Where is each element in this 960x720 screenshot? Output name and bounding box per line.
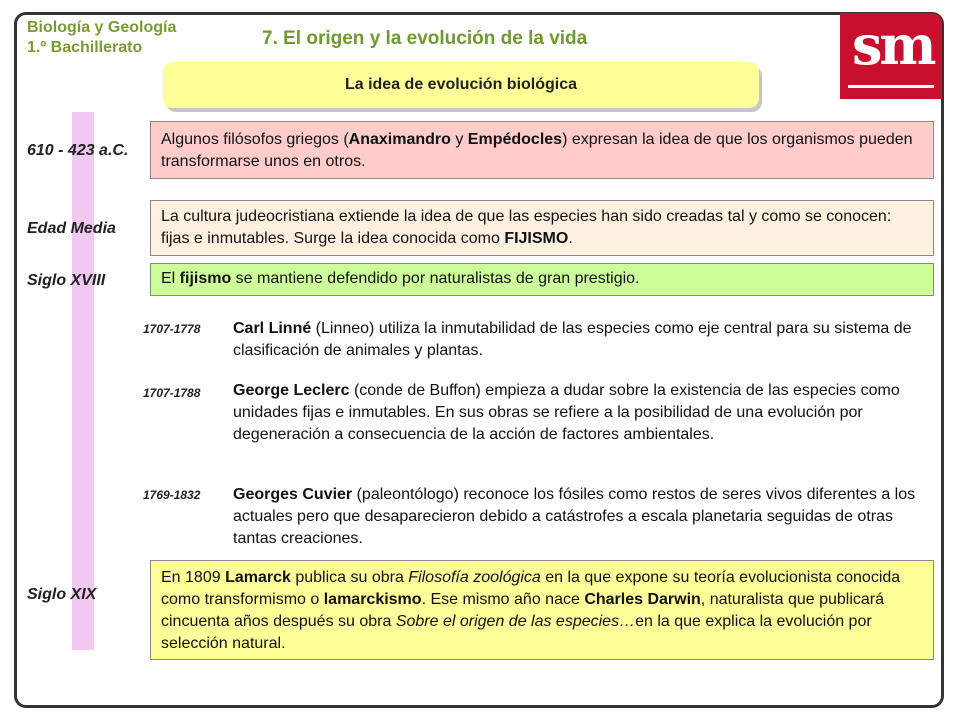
- box-text: , naturalista que publicará cincuenta años después su obra: [161, 591, 885, 630]
- logo-text: sm: [852, 13, 934, 77]
- term-fijismo: fijismo: [179, 270, 232, 287]
- name-lamarck: Lamarck: [225, 569, 291, 586]
- course-subject: Biología y Geología: [27, 19, 177, 36]
- term-fijismo: FIJISMO: [504, 230, 569, 247]
- box-text: ) expresan la idea de que los organismos pueden transformarse unos en otros.: [161, 131, 913, 170]
- box-text: se mantiene defendido por naturalistas de gran prestigio.: [231, 270, 640, 287]
- naturalist-name: Carl Linné: [233, 320, 312, 337]
- box-text: en la que expone su teoría evolucionista conocida como transformismo o: [161, 569, 901, 608]
- box-text: . Ese mismo año nace: [421, 591, 585, 608]
- years-leclerc: 1707-1788: [143, 386, 201, 400]
- box-18th-century: [150, 263, 934, 296]
- entry-leclerc: [233, 380, 933, 446]
- years-linne: 1707-1778: [143, 322, 201, 336]
- years-cuvier: 1769-1832: [143, 488, 201, 502]
- timeline-bar: [72, 112, 94, 650]
- name-empedocles: Empédocles: [467, 131, 563, 148]
- name-darwin: Charles Darwin: [584, 591, 701, 608]
- box-ancient: [150, 121, 934, 179]
- section-banner: La idea de evolución biológica: [163, 62, 759, 108]
- work-title: Filosofía zoológica: [408, 569, 541, 586]
- course-level: 1.º Bachillerato: [27, 39, 143, 56]
- era-19th-century: Siglo XIX: [27, 586, 97, 603]
- box-text: en la que explica la evolución por selección natural.: [161, 613, 872, 652]
- box-19th-century: [150, 560, 934, 660]
- sm-logo: [840, 13, 942, 99]
- box-text: .: [568, 230, 573, 247]
- era-18th-century: Siglo XVIII: [27, 272, 106, 289]
- logo-underline: [848, 85, 934, 88]
- era-ancient: 610 - 423 a.C.: [27, 142, 129, 159]
- entry-cuvier: [233, 484, 933, 550]
- box-text: Algunos filósofos griegos (: [161, 131, 349, 148]
- work-title: Sobre el origen de las especies…: [395, 613, 636, 630]
- box-text: En 1809: [161, 569, 226, 586]
- naturalist-name: Georges Cuvier: [233, 486, 353, 503]
- era-middle-ages: Edad Media: [27, 220, 116, 237]
- naturalist-text: (Linneo) utiliza la inmutabilidad de las especies como eje central para su sistema de clasificación de animales y plantas.: [233, 320, 912, 359]
- box-text: El: [161, 270, 180, 287]
- box-text: publica su obra: [290, 569, 409, 586]
- entry-linne: [233, 318, 933, 362]
- box-text: La cultura judeocristiana extiende la idea de que las especies han sido creadas tal y como se conocen: fijas e inmutables. Surge la idea conocida como: [161, 208, 892, 247]
- chapter-title: 7. El origen y la evolución de la vida: [262, 28, 588, 49]
- box-text: y: [450, 131, 468, 148]
- term-lamarckismo: lamarckismo: [323, 591, 422, 608]
- course-label: [27, 18, 176, 58]
- naturalist-text: (paleontólogo) reconoce los fósiles como restos de seres vivos diferentes a los actuales pero que desaparecieron debido a catástrofes a escala planetaria seguidas de otras tantas creaciones.: [233, 486, 916, 547]
- naturalist-name: George Leclerc: [233, 382, 350, 399]
- box-middle-ages: [150, 200, 934, 256]
- name-anaximandro: Anaximandro: [348, 131, 451, 148]
- naturalist-text: (conde de Buffon) empieza a dudar sobre la existencia de las especies como unidades fijas e inmutables. En sus obras se refiere a la posibilidad de una evolución por degeneración a consecuencia de la acción de factores ambientales.: [233, 382, 900, 443]
